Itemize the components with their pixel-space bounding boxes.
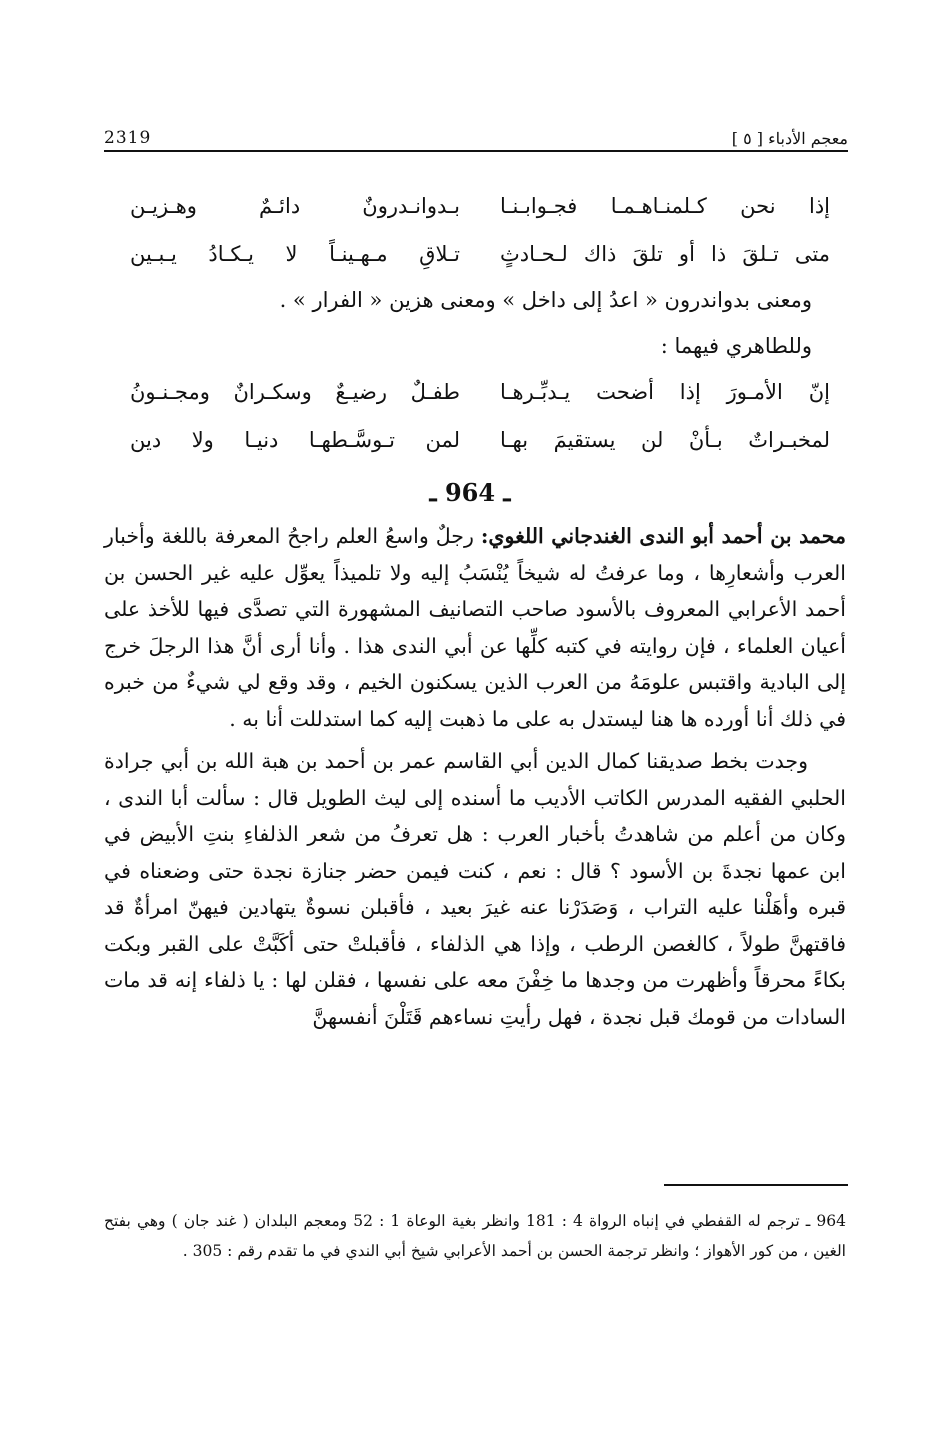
header-rule: [104, 150, 848, 152]
verse-hemistich: لمن تـوسَّـطهـا دنيـا ولا دين: [130, 428, 460, 452]
verse-hemistich: طفـلٌ رضيـعٌ وسكـرانٌ ومجـنـونُ: [130, 380, 460, 404]
footnote: 964 ـ ترجم له القفطي في إنباه الرواة 4 : 181 وانظر بغية الوعاة 1 : 52 ومعجم البلدان ( غند جان ) وهي بفتح الغين ، من كور الأهواز ؛ وانظر ترجمة الحسن بن أحمد الأعرابي شيخ أبي الندي في ما تقدم رقم : 305 .: [104, 1212, 847, 1260]
page-number: 2319: [104, 128, 152, 148]
verse-line-2: [130, 234, 830, 274]
verse-line-4: [130, 420, 830, 460]
taheri-line: وللطاهري فيهما :: [660, 334, 812, 358]
verse-line-3: [130, 372, 830, 412]
verse-hemistich: تـلاقِ مـهـينـاً لا يـكـادُ يـبـين: [130, 242, 460, 266]
page-header: [104, 118, 848, 148]
verse-hemistich: لمخبـراتٌ بـأنْ لن يستقيمَ بهـا: [500, 428, 830, 452]
footnote-rule: [664, 1184, 848, 1186]
running-title: معجم الأدباء [ ٥ ]: [731, 129, 848, 148]
verse-hemistich: إنّ الأمـورَ إذا أضحت يـدبِّـرهـا: [500, 380, 830, 404]
entry-story: وجدت بخط صديقنا كمال الدين أبي القاسم عمر بن أحمد بن هبة الله بن أبي جرادة الحلبي الفقيه المدرس الكاتب الأديب ما أسنده إلى ليث الطويل قال : سألت أبا الندى ، وكان من أعلم من شاهدتُ بأخبار العرب : هل تعرفُ من شعر الذلفاءِ بنتِ الأبيض في ابن عمها نجدةَ بن الأسود ؟ قال : نعم ، كنت فيمن حضر جنازة نجدة حتى وضعناه في قبره وأهَلْنا عليه التراب ، وَصَدَرْنا عنه غيرَ بعيد ، فأقبلن نسوةٌ يتهادين فيهنّ امرأةٌ قد فاقتهنَّ طولاً ، كالغصن الرطب ، وإذا هي الذلفاء ، فأقبلتْ حتى أكَبَّتْ على القبر وبكت بكاءً محرقاً وأظهرت من وجدها ما خِفْنَ معه على نفسها ، فقلن لها : يا ذلفاء إنه قد مات السادات من قومك قبل نجدة ، فهل رأيتِ نساءهم قَتَلْنَ أنفسهنَّ: [104, 749, 846, 1029]
verse-line-1: [130, 186, 830, 226]
entry-number: ـ 964 ـ: [429, 478, 511, 507]
entry-body: [104, 518, 846, 1035]
meaning-line: ومعنى بدواندرون « اعدُ إلى داخل » ومعنى هزين « الفرار » .: [279, 288, 812, 312]
verse-hemistich: إذا نحن كـلمنـاهـمـا فجـوابـنـا: [500, 194, 830, 218]
entry-name: محمد بن أحمد أبو الندى الغندجاني اللغوي:: [480, 524, 846, 548]
verse-hemistich: بـدوانـدرونٌ دائـمٌ وهـزيـن: [130, 194, 460, 218]
verse-hemistich: متى تـلقَ ذا أو تلقَ ذاك لـحـادثٍ: [500, 242, 830, 266]
entry-intro-paragraph: [104, 518, 846, 737]
entry-intro: رجلٌ واسعُ العلم راجحُ المعرفة باللغة وأخبار العرب وأشعارِها ، وما عرفتُ له شيخاً يُنْسَبُ إليه ولا تلميذاً يعوِّل عليه غير الحسن بن أحمد الأعرابي المعروف بالأسود صاحب التصانيف المشهورة التي تصدَّى فيها للأخذ على أعيان العلماء ، فإن روايته في كتبه كلِّها عن أبي الندى هذا . وأنا أرى أنَّ هذا الرجلَ خرج إلى البادية واقتبس علومَهُ من العرب الذين يسكنون الخيم ، وقد وقع لي شيءٌ من خبره في ذلك أنا أورده ها هنا ليستدل به على ما ذهبت إليه كما استدللت أنا به .: [104, 524, 846, 731]
